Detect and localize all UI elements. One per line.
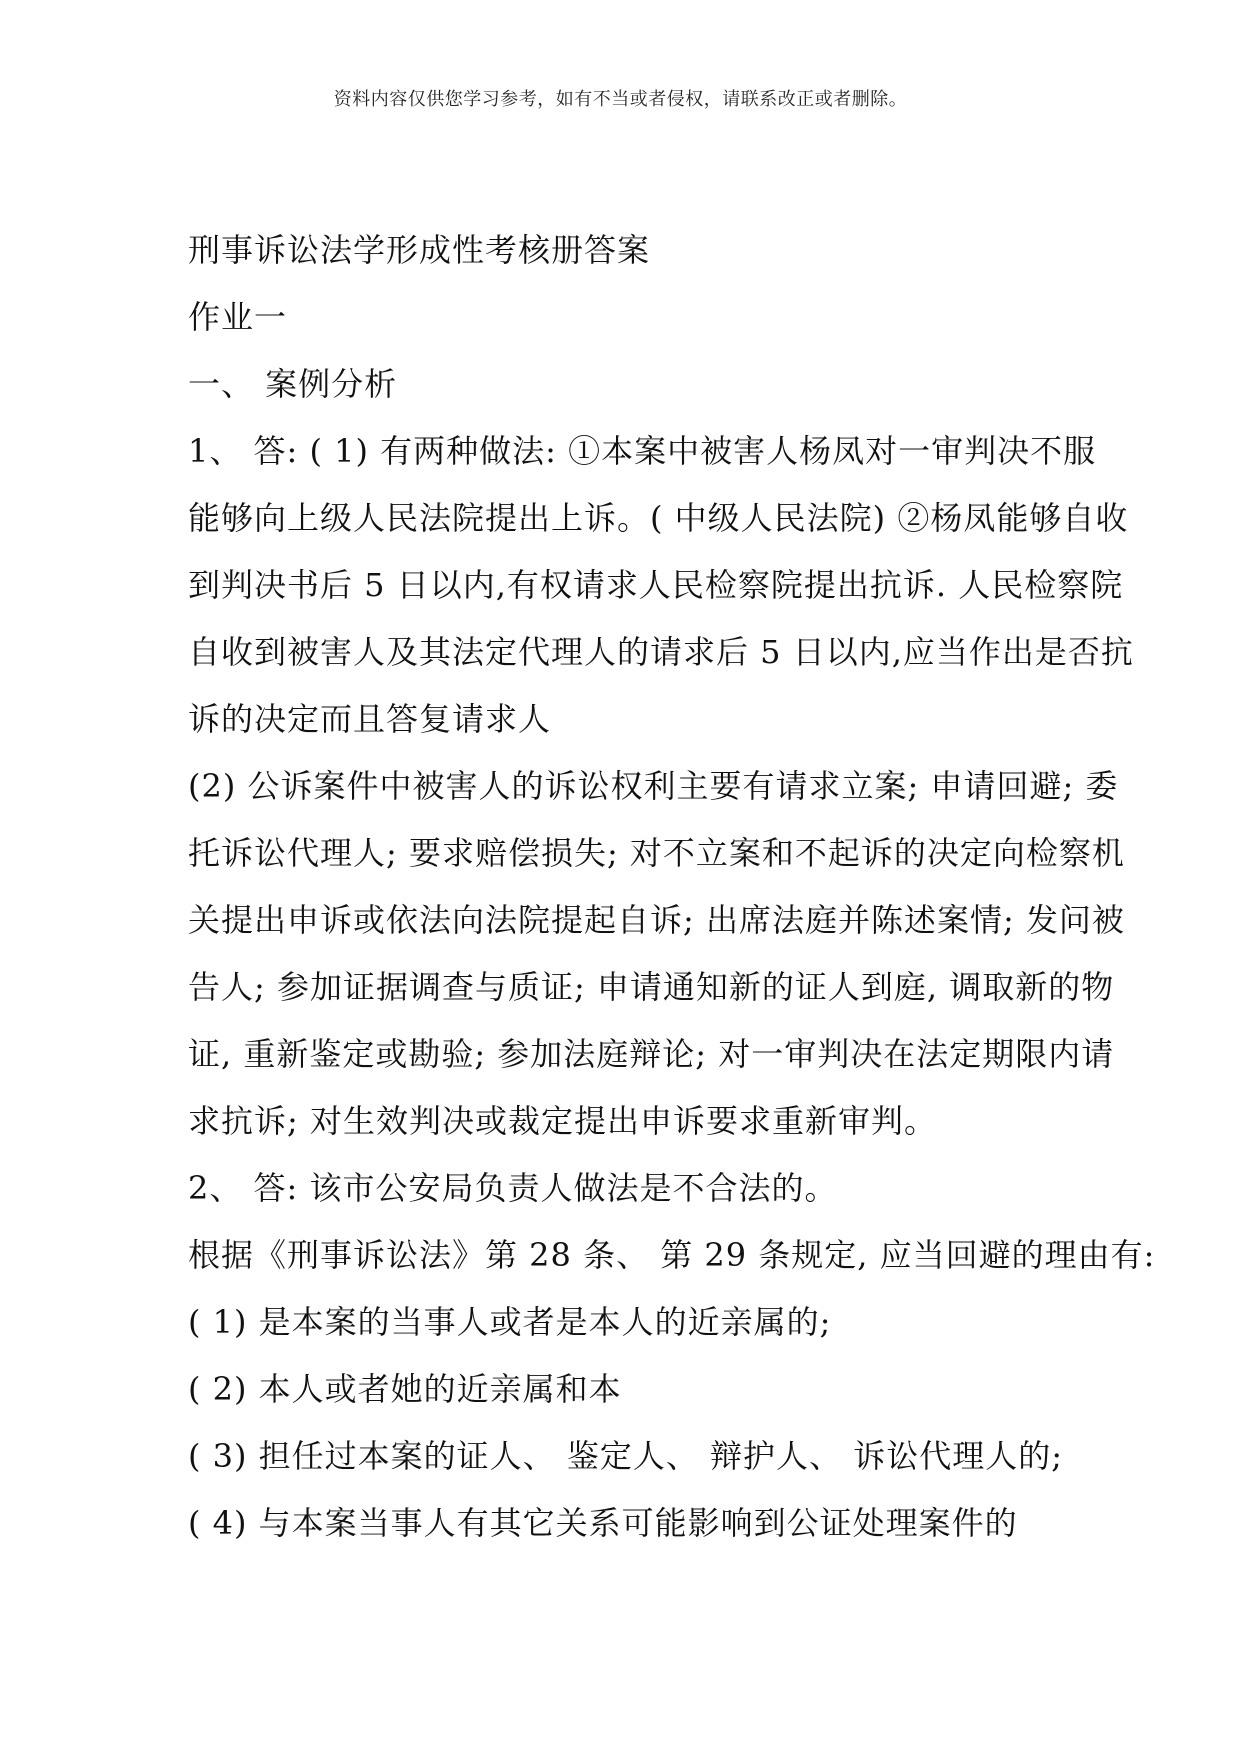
- list-item: ( 1) 是本案的当事人或者是本人的近亲属的;: [188, 1303, 832, 1341]
- assignment-heading: 作业一: [188, 298, 288, 336]
- text-line: 告人; 参加证据调查与质证; 申请通知新的证人到庭, 调取新的物: [188, 968, 1115, 1006]
- text-line: 证, 重新鉴定或勘验; 参加法庭辩论; 对一审判决在法定期限内请: [188, 1035, 1115, 1073]
- text-line: 自收到被害人及其法定代理人的请求后 5 日以内,应当作出是否抗: [188, 633, 1134, 671]
- document-body: [188, 228, 1156, 1568]
- text-line: 关提出申诉或依法向法院提起自诉; 出席法庭并陈述案情; 发问被: [188, 901, 1125, 939]
- text-line: 1、 答: ( 1) 有两种做法: ①本案中被害人杨凤对一审判决不服: [188, 432, 1097, 470]
- text-line: 根据《刑事诉讼法》第 28 条、 第 29 条规定, 应当回避的理由有:: [188, 1236, 1156, 1274]
- text-line: 到判决书后 5 日以内,有权请求人民检察院提出抗诉. 人民检察院: [188, 566, 1124, 604]
- list-item: ( 3) 担任过本案的证人、 鉴定人、 辩护人、 诉讼代理人的;: [188, 1437, 1063, 1475]
- text-line: 求抗诉; 对生效判决或裁定提出申诉要求重新审判。: [188, 1102, 937, 1140]
- section-heading: 一、 案例分析: [188, 365, 398, 403]
- document-title: 刑事诉讼法学形成性考核册答案: [188, 231, 651, 269]
- text-line: 能够向上级人民法院提出上诉。( 中级人民法院) ②杨凤能够自收: [188, 499, 1129, 537]
- list-item: ( 4) 与本案当事人有其它关系可能影响到公证处理案件的: [188, 1504, 1018, 1542]
- text-line: 2、 答: 该市公安局负责人做法是不合法的。: [188, 1169, 838, 1207]
- text-line: 诉的决定而且答复请求人: [188, 700, 552, 738]
- text-line: (2) 公诉案件中被害人的诉讼权利主要有请求立案; 申请回避; 委: [188, 767, 1119, 805]
- list-item: ( 2) 本人或者她的近亲属和本: [188, 1370, 622, 1408]
- text-line: 托诉讼代理人; 要求赔偿损失; 对不立案和不起诉的决定向检察机: [188, 834, 1125, 872]
- disclaimer-header: 资料内容仅供您学习参考，如有不当或者侵权，请联系改正或者删除。: [333, 89, 908, 110]
